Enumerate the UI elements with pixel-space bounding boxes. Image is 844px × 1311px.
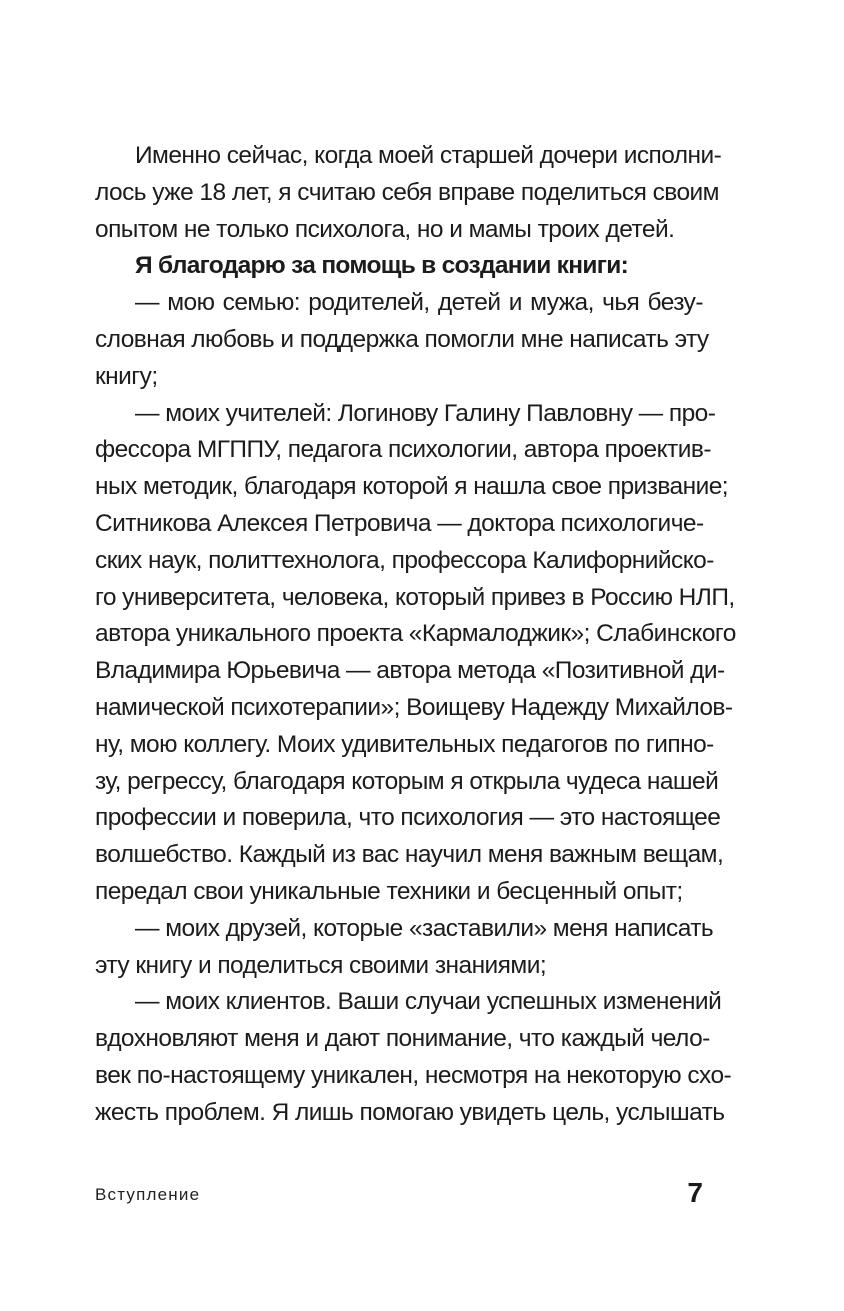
text-line: вдохновляют меня и дают понимание, что каждый чело- bbox=[95, 1025, 710, 1053]
text-line: словная любовь и поддержка помогли мне написать эту bbox=[95, 325, 709, 353]
text-line: автора уникального проекта «Кармалоджик»; Слабинского bbox=[95, 620, 736, 648]
text-line: передал свои уникальные техники и бесценный опыт; bbox=[95, 877, 683, 905]
text-line: — мою семью: родителей, детей и мужа, чья безу- bbox=[135, 289, 703, 317]
text-line: книгу; bbox=[95, 362, 158, 390]
text-line: го университета, человека, который привез в Россию НЛП, bbox=[95, 583, 735, 611]
page-number: 7 bbox=[687, 1177, 703, 1208]
acknowledgements-heading: Я благодарю за помощь в создании книги: bbox=[135, 252, 629, 280]
text-line: жесть проблем. Я лишь помогаю увидеть цель, услышать bbox=[95, 1098, 725, 1126]
text-line: ных методик, благодаря которой я нашла свое призвание; bbox=[95, 473, 729, 501]
text-line: опытом не только психолога, но и мамы троих детей. bbox=[95, 215, 675, 243]
running-footer-section-title: Вступление bbox=[95, 1185, 201, 1204]
text-line: ских наук, политтехнолога, профессора Калифорнийско- bbox=[95, 546, 714, 574]
text-line: — моих клиентов. Ваши случаи успешных изменений bbox=[135, 988, 722, 1016]
text-line: — моих учителей: Логинову Галину Павловну — про- bbox=[135, 399, 716, 427]
body-text bbox=[95, 138, 736, 1132]
text-line: эту книгу и поделиться своими знаниями; bbox=[95, 951, 547, 979]
text-line: профессии и поверила, что психология — это настоящее bbox=[95, 804, 721, 832]
text-line: зу, регрессу, благодаря которым я открыла чудеса нашей bbox=[95, 767, 719, 795]
text-line: намической психотерапии»; Воищеву Надежду Михайлов- bbox=[95, 693, 733, 721]
text-line: Именно сейчас, когда моей старшей дочери исполни- bbox=[135, 142, 722, 169]
text-line: фессора МГППУ, педагога психологии, автора проектив- bbox=[95, 436, 711, 464]
text-line: волшебство. Каждый из вас научил меня важным вещам, bbox=[95, 841, 724, 869]
text-line: — моих друзей, которые «заставили» меня написать bbox=[135, 914, 714, 942]
text-line: Ситникова Алексея Петровича — доктора психологиче- bbox=[95, 509, 704, 537]
text-line: век по-настоящему уникален, несмотря на некоторую схо- bbox=[95, 1061, 732, 1089]
text-line: лось уже 18 лет, я считаю себя вправе поделиться своим bbox=[95, 178, 719, 206]
text-line: ну, мою коллегу. Моих удивительных педагогов по гипно- bbox=[95, 730, 714, 758]
text-line: Владимира Юрьевича — автора метода «Позитивной ди- bbox=[95, 657, 725, 685]
